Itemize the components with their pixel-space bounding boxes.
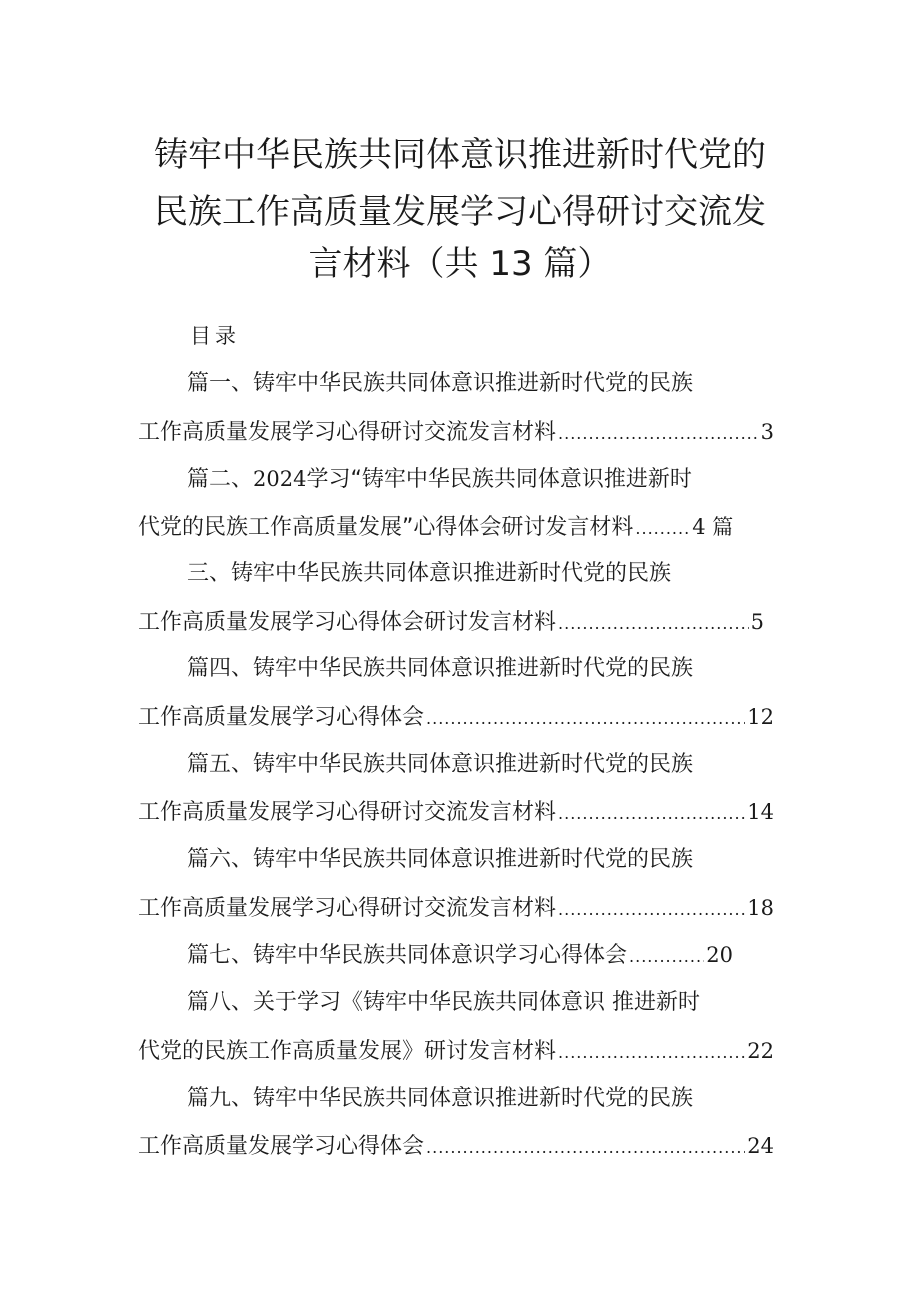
toc-entry-4-text: 工作高质量发展学习心得体会 xyxy=(138,705,425,730)
toc-entry-1-text: 工作高质量发展学习心得研讨交流发言材料 xyxy=(138,420,557,445)
toc-entry-1-line-2[interactable] xyxy=(138,417,774,449)
toc-entry-8-line-2[interactable] xyxy=(138,1036,774,1068)
toc-entry-3-text: 工作高质量发展学习心得体会研讨发言材料 xyxy=(138,610,557,635)
toc-entry-7-line-1[interactable] xyxy=(187,940,733,972)
toc-leader-dots xyxy=(558,1038,745,1068)
toc-entry-5-line-1[interactable]: 篇五、铸牢中华民族共同体意识推进新时代党的民族 xyxy=(187,752,694,777)
toc-entry-3-page: 5 xyxy=(750,610,764,634)
toc-entry-6-line-2[interactable] xyxy=(138,893,774,925)
toc-leader-dots xyxy=(558,895,745,925)
toc-entry-9-line-1[interactable]: 篇九、铸牢中华民族共同体意识推进新时代党的民族 xyxy=(187,1086,694,1111)
toc-leader-dots: ......... xyxy=(635,519,691,538)
toc-entry-2-text: 代党的民族工作高质量发展”心得体会研讨发言材料 xyxy=(138,515,634,540)
toc-leader-dots xyxy=(558,799,745,829)
toc-entry-1-line-1[interactable]: 篇一、铸牢中华民族共同体意识推进新时代党的民族 xyxy=(187,371,694,396)
toc-entry-4-line-1[interactable]: 篇四、铸牢中华民族共同体意识推进新时代党的民族 xyxy=(187,656,694,681)
toc-entry-2-prefix: 篇二、 xyxy=(187,467,254,492)
toc-entry-7-page: 20 xyxy=(706,943,733,967)
toc-entry-6-line-1[interactable]: 篇六、铸牢中华民族共同体意识推进新时代党的民族 xyxy=(187,847,694,872)
toc-leader-dots xyxy=(426,704,745,734)
toc-entry-9-page: 24 xyxy=(747,1134,774,1158)
toc-leader-dots xyxy=(629,942,704,972)
toc-entry-8-text: 代党的民族工作高质量发展》研讨发言材料 xyxy=(138,1039,557,1064)
toc-entry-1-page: 3 xyxy=(760,420,774,444)
toc-entry-8-line-1[interactable]: 篇八、关于学习《铸牢中华民族共同体意识 推进新时 xyxy=(187,990,700,1015)
toc-entry-2-page: 4 篇 xyxy=(692,515,734,539)
toc-entry-9-line-2[interactable] xyxy=(138,1131,774,1163)
toc-entry-8-page: 22 xyxy=(747,1039,774,1063)
toc-heading: 目录 xyxy=(190,324,240,348)
toc-entry-7-text: 篇七、铸牢中华民族共同体意识学习心得体会 xyxy=(187,943,628,968)
toc-entry-9-text: 工作高质量发展学习心得体会 xyxy=(138,1134,425,1159)
toc-entry-5-line-2[interactable] xyxy=(138,797,774,829)
toc-leader-dots xyxy=(558,419,759,449)
document-title-line-3: 言材料（共 13 篇） xyxy=(308,244,612,284)
toc-entry-3-line-1[interactable]: 三、铸牢中华民族共同体意识推进新时代党的民族 xyxy=(187,561,672,586)
toc-entry-4-page: 12 xyxy=(747,705,774,729)
toc-entry-4-line-2[interactable] xyxy=(138,702,774,734)
toc-entry-5-page: 14 xyxy=(747,800,774,824)
toc-entry-6-page: 18 xyxy=(747,896,774,920)
toc-leader-dots xyxy=(558,609,749,639)
toc-entry-3-line-2[interactable] xyxy=(138,607,764,639)
toc-entry-2-line-2[interactable] xyxy=(138,512,733,544)
toc-entry-2-year: 2024 xyxy=(253,467,307,491)
toc-entry-2-line-1[interactable] xyxy=(187,464,692,495)
toc-leader-dots xyxy=(426,1133,745,1163)
toc-entry-2-text-a: 学习“铸牢中华民族共同体意识推进新时 xyxy=(306,467,692,492)
toc-entry-5-text: 工作高质量发展学习心得研讨交流发言材料 xyxy=(138,800,557,825)
document-title-line-2: 民族工作高质量发展学习心得研讨交流发 xyxy=(154,192,766,232)
toc-entry-6-text: 工作高质量发展学习心得研讨交流发言材料 xyxy=(138,896,557,921)
document-title-line-1: 铸牢中华民族共同体意识推进新时代党的 xyxy=(154,135,766,175)
